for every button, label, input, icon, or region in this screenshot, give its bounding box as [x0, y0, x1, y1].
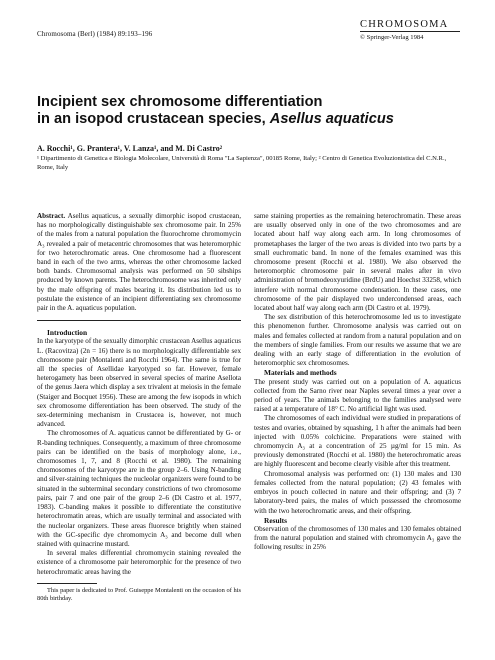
continued-paragraph: same staining properties as the remaining heterochromatin. These areas are usually observed only in one of the two chromosomes and are located about half way along each arm. In long chromosomes of prometaphases the larger of the two areas is divided into two parts by a small euchromatic band. In none of the females examined was this chromosome present (Rocchi et al. 1980). We also observed the heteromorphic chromosome pair in several males after in vivo administration of bromodeoxyuridine (BrdU) and Hoechst 33258, which interfere with normal chromosome condensation. In these cases, one chromosome of the pair displayed two undercondensed areas, each located about half way along each arm (Di Castro et al. 1979). — [254, 212, 461, 313]
journal-masthead — [360, 19, 460, 41]
right-column — [254, 212, 461, 553]
methods-paragraph-3: Chromosomal analysis was performed on: (1) 130 males and 130 females collected from the natural population; (2) 43 females with embryos in pouch collected in nature and their offspring; and (3) 7 laboratory-bred pairs, the males of which possessed the chromosome with the two heterochromatic areas, and their offspring. — [254, 469, 461, 515]
intro-paragraph-3: In several males differential chromomycin staining revealed the existence of a chromosome pair heteromorphic for the presence of two heterochromatic areas having the — [37, 549, 241, 576]
methods-paragraph-1: The present study was carried out on a population of A. aquaticus collected from the Sarno river near Naples several times a year over a period of years. The animals belonging to the families analysed were raised at a temperature of 18° C. No artificial light was used. — [254, 377, 461, 414]
section-heading-methods: Materials and methods — [264, 368, 337, 378]
journal-name: CHROMOSOMA — [360, 19, 460, 32]
section-heading-introduction: Introduction — [47, 328, 88, 338]
abstract — [37, 212, 241, 313]
running-head: Chromosoma (Berl) (1984) 89:193–196 — [37, 30, 153, 38]
intro-paragraph-1: In the karyotype of the sexually dimorphic crustacean Asellus aquaticus L. (Racovitza) (2n = 16) there is no morphologically differentiable sex chromosome pair (Montalenti and Rocchi 1964). The same is true for all the species of Asellidae karyotyped so far. However, female heterogamety has been observed in several species of marine Asellota of the genus Jaera which display a sex trivalent at meiosis in the female (Staiger and Bocquet 1956). These are among the few isopods in which sex chromosome differentiation has been observed. The study of the sex-determining mechanism in Crustacea is, however, not much advanced. — [37, 337, 241, 429]
results-paragraph-1: Observation of the chromosomes of 130 males and 130 females obtained from the natural population and stained with chromomycin A₃ gave the following results: in 25% — [254, 524, 461, 552]
title-line-2 — [37, 111, 457, 128]
abstract-text: Asellus aquaticus, a sexually dimorphic isopod crustacean, has no morphologically distinguishable sex chromosome pair. In 25% of the males from a natural population the fluorochrome chromomycin A₃ revealed a pair of metacentric chromosomes that was heteromorphic for two heterochromatic areas. One chromosome had a fluorescent band in each of the two arms, whereas the other chromosome lacked both bands. Chromosomal analysis was performed on 50 sibships produced by known parents. The heterochromosome was inherited only by the male offspring of males bearing it. Its distribution led us to postulate the existence of an incipient differentiating sex chromosome pair in the A. aquaticus population. — [37, 212, 241, 313]
title-species: Asellus aquaticus — [269, 111, 394, 127]
dedication-footnote: This paper is dedicated to Prof. Guiseppe Montalenti on the occasion of his 80th birthday. — [37, 586, 241, 602]
intro-paragraph-4: The sex distribution of this heterochromosome led us to investigate this phenomenon further. Chromosome analysis was carried out on males and females collected at random from a natural population and on the members of single families. From our results we assume that we are dealing with an early stage of differentiation in the evolution of heteromorphic sex chromosomes. — [254, 313, 461, 368]
publisher-copyright: © Springer-Verlag 1984 — [360, 34, 424, 41]
author-list: A. Rocchi¹, G. Prantera¹, V. Lanza¹, and M. Di Castro² — [37, 144, 223, 153]
title-line-1: Incipient sex chromosome differentiation — [37, 94, 323, 110]
footnote-divider — [37, 583, 97, 584]
intro-paragraph-2: The chromosomes of A. aquaticus cannot be differentiated by G- or R-banding techniques. Consequently, a maximum of three chromosome pairs can be identified on the basis of morphology alone, i.e., chromosomes 1, 7, and 8 (Rocchi et al. 1980). The remaining chromosomes of the karyotype are in the group 2–6. Using N-banding and silver-staining techniques the nucleolar organizers were found to be situated in the subterminal secondary constrictions of two chromosome pairs, pair 7 and one pair of the group 2–6 (Di Castro et al. 1977, 1983). C-banding makes it possible to differentiate the constitutive heterochromatin areas, which are usually terminal and associated with the nucleolar organizers. These areas fluoresce brightly when stained with the GC-specific dye chromomycin A₃ and become dull when stained with quinacrine mustard. — [37, 429, 241, 548]
methods-paragraph-2: The chromosomes of each individual were studied in preparations of testes and ovaries, obtained by squashing, 1 h after the animals had been injected with 0.05% colchicine. Preparations were stained with chromomycin A₃ at a concentration of 25 µg/ml for 15 min. As previously demonstrated (Rocchi et al. 1980) the heterochromatic areas are highly fluorescent and become clearly visible after this treatment. — [254, 414, 461, 469]
article-title — [37, 94, 457, 128]
section-heading-results: Results — [264, 515, 287, 525]
affiliations: ¹ Dipartimento di Genetica e Biologia Molecolare, Università di Roma "La Sapienza", 00185 Rome, Italy; ² Centro di Genetica Evoluzionistica del C.N.R., Rome, Italy — [37, 155, 447, 171]
abstract-divider — [37, 320, 241, 321]
title-line-2-text: in an isopod crustacean species, — [37, 111, 270, 127]
left-column — [37, 212, 241, 603]
abstract-label: Abstract. — [37, 212, 66, 220]
